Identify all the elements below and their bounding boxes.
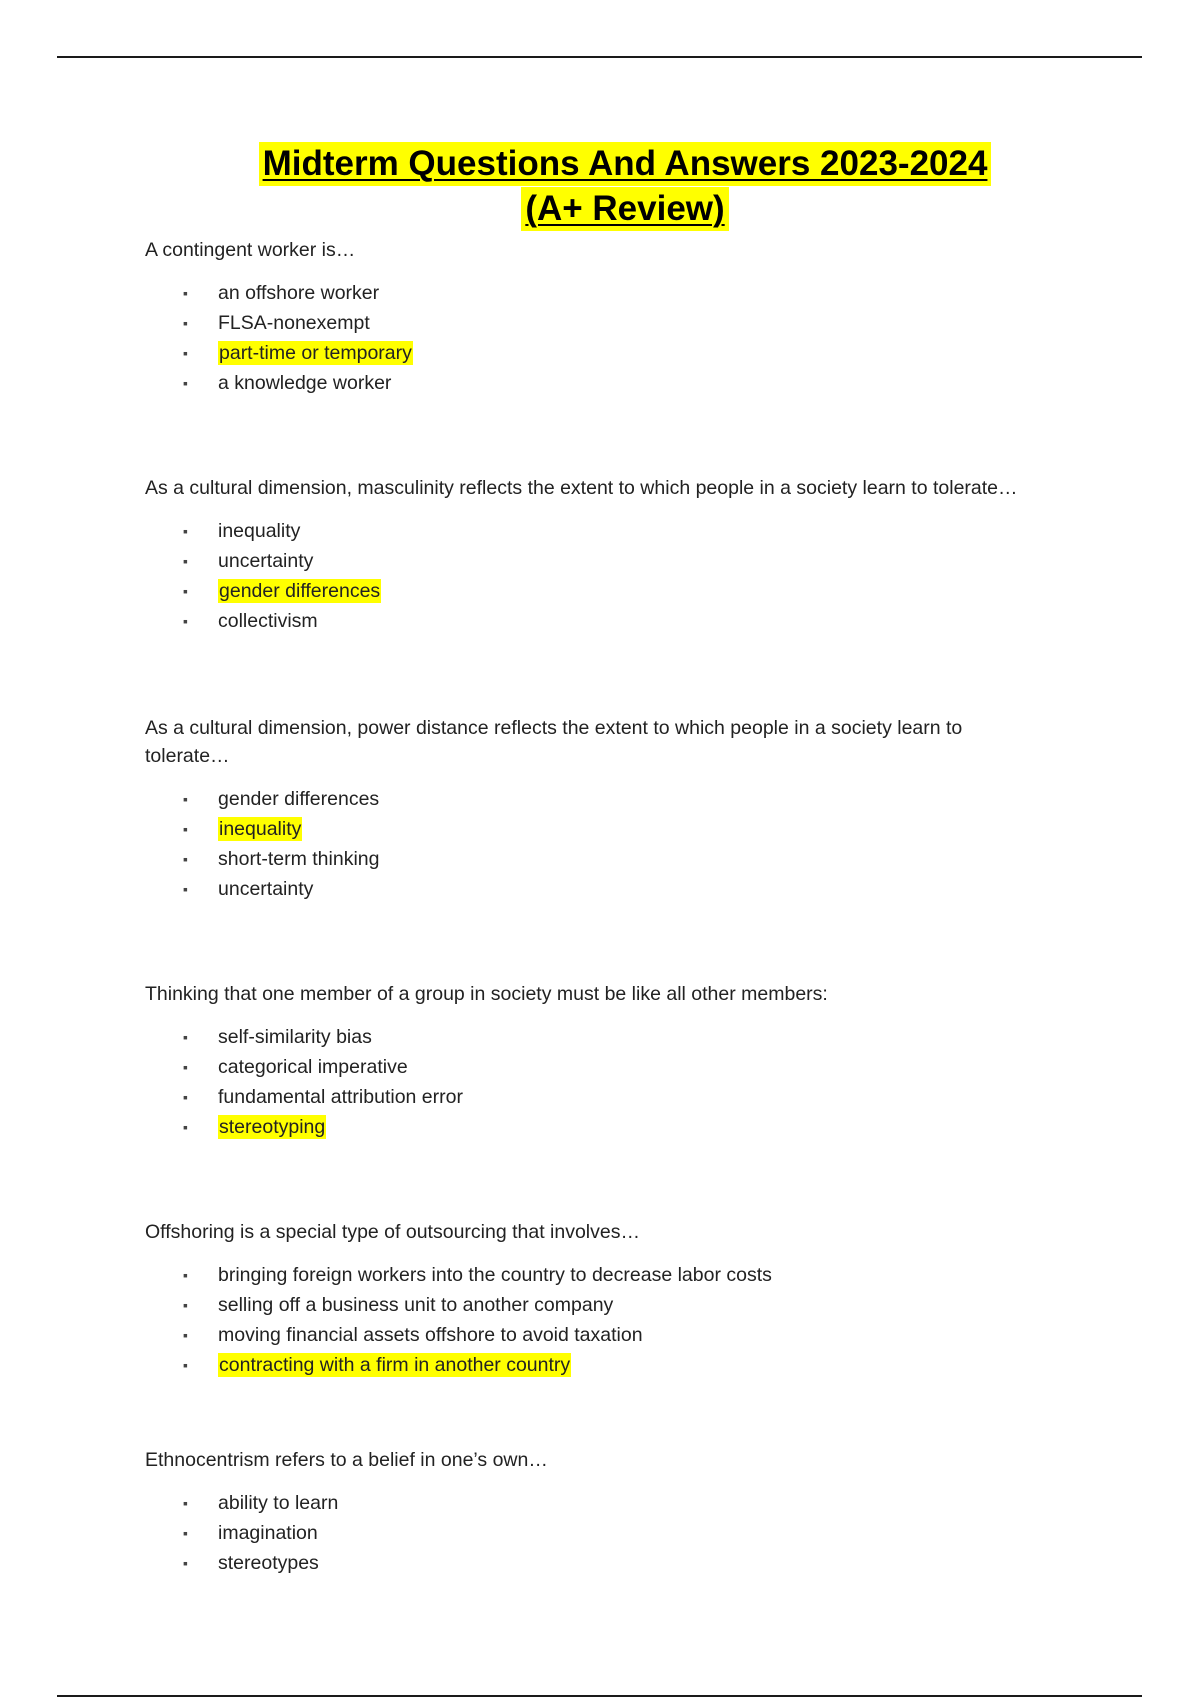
answer-option (145, 1320, 1075, 1350)
bullet-icon: ▪ (183, 1327, 188, 1343)
answer-option-correct (145, 814, 1075, 844)
answer-option (145, 606, 1075, 636)
option-text: inequality (218, 520, 301, 542)
bullet-icon: ▪ (183, 1357, 188, 1373)
bullet-icon: ▪ (183, 1089, 188, 1105)
bullet-icon: ▪ (183, 1059, 188, 1075)
option-text: ability to learn (218, 1492, 339, 1514)
question-list (145, 236, 1075, 1658)
option-text: an offshore worker (218, 282, 380, 304)
answer-option (145, 1488, 1075, 1518)
answer-option (145, 516, 1075, 546)
top-rule (57, 56, 1142, 58)
question-text: As a cultural dimension, power distance reflects the extent to which people in a society learn to tolerate… (145, 717, 963, 767)
option-text: stereotypes (218, 1552, 319, 1574)
answer-option-correct (145, 1112, 1075, 1142)
bullet-icon: ▪ (183, 613, 188, 629)
question-block (145, 474, 1075, 636)
question-text: As a cultural dimension, masculinity reflects the extent to which people in a society learn to tolerate… (145, 477, 1018, 499)
bullet-icon: ▪ (183, 821, 188, 837)
option-text: uncertainty (218, 550, 314, 572)
answer-option (145, 308, 1075, 338)
bullet-icon: ▪ (183, 1555, 188, 1571)
bullet-icon: ▪ (183, 315, 188, 331)
answer-option (145, 784, 1075, 814)
option-text: uncertainty (218, 878, 314, 900)
answer-option (145, 1260, 1075, 1290)
question-text: Offshoring is a special type of outsourcing that involves… (145, 1221, 640, 1243)
title-line-1: Midterm Questions And Answers 2023-2024 (259, 142, 992, 186)
option-text: selling off a business unit to another company (218, 1294, 614, 1316)
question-text: A contingent worker is… (145, 239, 356, 261)
option-text: collectivism (218, 610, 318, 632)
answer-options (145, 516, 1075, 636)
answer-option (145, 1022, 1075, 1052)
answer-options (145, 1022, 1075, 1142)
answer-options (145, 784, 1075, 904)
answer-options (145, 1488, 1075, 1578)
question-text: Thinking that one member of a group in society must be like all other members: (145, 983, 828, 1005)
answer-option (145, 1290, 1075, 1320)
question-block (145, 980, 1075, 1142)
question-block (145, 236, 1075, 398)
bullet-icon: ▪ (183, 1029, 188, 1045)
bullet-icon: ▪ (183, 1267, 188, 1283)
answer-options (145, 1260, 1075, 1380)
option-text-highlighted: contracting with a firm in another country (219, 1354, 571, 1376)
answer-option (145, 844, 1075, 874)
option-text-highlighted: gender differences (219, 580, 381, 602)
answer-options (145, 278, 1075, 398)
bullet-icon: ▪ (183, 1119, 188, 1135)
option-text: gender differences (218, 788, 380, 810)
option-text: self-similarity bias (218, 1026, 372, 1048)
bullet-icon: ▪ (183, 1495, 188, 1511)
option-text: fundamental attribution error (218, 1086, 463, 1108)
answer-option (145, 1518, 1075, 1548)
bottom-rule (57, 1695, 1142, 1697)
answer-option (145, 1548, 1075, 1578)
answer-option (145, 546, 1075, 576)
question-block (145, 1218, 1075, 1380)
answer-option (145, 1052, 1075, 1082)
option-text-highlighted: part-time or temporary (219, 342, 412, 364)
option-text: moving financial assets offshore to avoid taxation (218, 1324, 643, 1346)
option-text: bringing foreign workers into the country to decrease labor costs (218, 1264, 772, 1286)
question-block (145, 714, 1075, 904)
option-text: categorical imperative (218, 1056, 408, 1078)
option-text-highlighted: inequality (219, 818, 302, 840)
option-text: a knowledge worker (218, 372, 392, 394)
answer-option-correct (145, 1350, 1075, 1380)
bullet-icon: ▪ (183, 553, 188, 569)
bullet-icon: ▪ (183, 851, 188, 867)
title-line-2: (A+ Review) (521, 187, 728, 231)
bullet-icon: ▪ (183, 345, 188, 361)
document-title (0, 142, 1200, 232)
option-text: imagination (218, 1522, 318, 1544)
bullet-icon: ▪ (183, 523, 188, 539)
question-block (145, 1446, 1075, 1578)
answer-option (145, 1082, 1075, 1112)
bullet-icon: ▪ (183, 1297, 188, 1313)
answer-option (145, 278, 1075, 308)
question-text: Ethnocentrism refers to a belief in one’s own… (145, 1449, 548, 1471)
bullet-icon: ▪ (183, 375, 188, 391)
answer-option-correct (145, 576, 1075, 606)
option-text: FLSA-nonexempt (218, 312, 370, 334)
bullet-icon: ▪ (183, 285, 188, 301)
bullet-icon: ▪ (183, 583, 188, 599)
bullet-icon: ▪ (183, 1525, 188, 1541)
bullet-icon: ▪ (183, 791, 188, 807)
answer-option-correct (145, 338, 1075, 368)
answer-option (145, 368, 1075, 398)
option-text-highlighted: stereotyping (219, 1116, 326, 1138)
bullet-icon: ▪ (183, 881, 188, 897)
answer-option (145, 874, 1075, 904)
option-text: short-term thinking (218, 848, 380, 870)
